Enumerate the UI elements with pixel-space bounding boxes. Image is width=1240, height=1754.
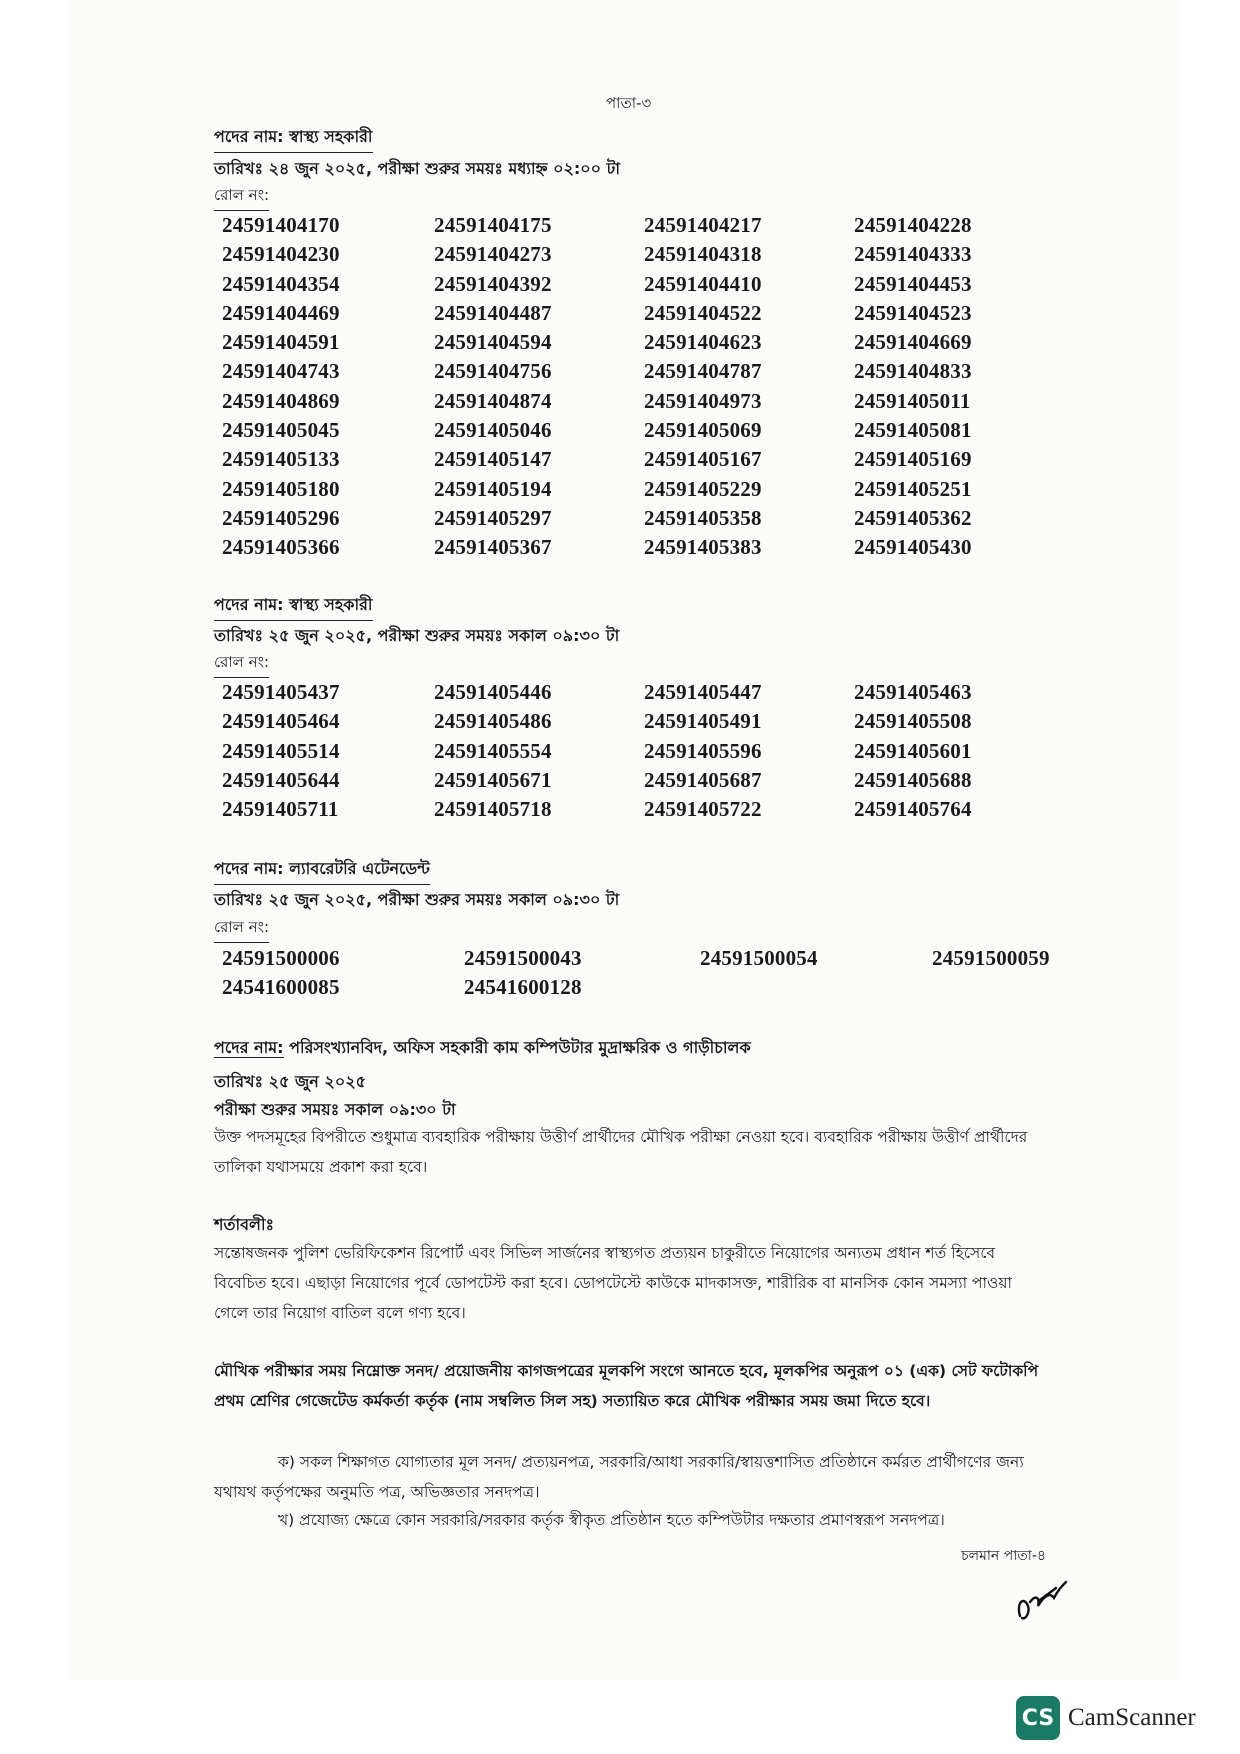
roll-number: 24591404230 bbox=[222, 242, 340, 267]
roll-number: 24591405169 bbox=[854, 447, 972, 472]
post-label: পদের নাম: bbox=[214, 127, 284, 146]
roll-number: 24591404756 bbox=[434, 359, 552, 384]
roll-number: 24591405437 bbox=[222, 680, 340, 704]
roll-row bbox=[222, 739, 1062, 768]
post-name: স্বাস্থ্য সহকারী bbox=[289, 595, 373, 614]
roll-number: 24591500006 bbox=[222, 946, 340, 970]
roll-number: 24591405251 bbox=[854, 476, 972, 501]
conditions-paragraph-documents: মৌখিক পরীক্ষার সময় নিম্নোক্ত সনদ/ প্রয়োজনীয় কাগজপত্রের মূলকপি সংগে আনতে হবে, মূলকপির অনুরূপ ০১ (এক) সেট ফটোকপি প্রথম শ্রেণির গেজেটেড কর্মকর্তা কর্তৃক (নাম সম্বলিত সিল সহ) সত্যায়িত করে মৌখিক পরীক্ষার সময় জমা দিতে হবে। bbox=[214, 1362, 1039, 1410]
roll-number: 24591404973 bbox=[644, 388, 762, 413]
practical-exam-note: উক্ত পদসমূহের বিপরীতে শুধুমাত্র ব্যবহারিক পরীক্ষায় উত্তীর্ণ প্রার্থীদের মৌখিক পরীক্ষা নেওয়া হবে। ব্যবহারিক পরীক্ষায় উত্তীর্ণ প্রার্থীদের তালিকা যথাসময়ে প্রকাশ করা হবে। bbox=[214, 1128, 1028, 1176]
roll-number: 24591405133 bbox=[222, 447, 340, 472]
roll-number: 24591405069 bbox=[644, 418, 762, 443]
roll-number: 24591405464 bbox=[222, 709, 340, 734]
roll-number: 24591405446 bbox=[434, 680, 552, 704]
post-name: স্বাস্থ্য সহকারী bbox=[289, 127, 373, 146]
post-label: পদের নাম: bbox=[214, 1038, 284, 1057]
roll-label: রোল নং: bbox=[214, 916, 269, 943]
camscanner-logo-icon: CS bbox=[1016, 1696, 1060, 1740]
date-line: তারিখঃ ২৪ জুন ২০২৫, পরীক্ষা শুরুর সময়ঃ মধ্যাহ্ন ০২:০০ টা bbox=[214, 159, 621, 178]
date-line: তারিখঃ ২৫ জুন ২০২৫, পরীক্ষা শুরুর সময়ঃ সকাল ০৯:৩০ টা bbox=[214, 890, 620, 909]
roll-number: 24541600128 bbox=[464, 975, 582, 1000]
roll-number: 24591405383 bbox=[644, 535, 762, 560]
roll-number: 24591500059 bbox=[932, 946, 1050, 970]
roll-number: 24591405296 bbox=[222, 505, 340, 530]
roll-number: 24591405601 bbox=[854, 738, 972, 763]
roll-number: 24591405554 bbox=[434, 738, 552, 763]
roll-number: 24591405644 bbox=[222, 767, 340, 792]
roll-grid bbox=[222, 680, 1062, 826]
roll-row bbox=[222, 418, 1062, 447]
roll-row bbox=[222, 975, 1062, 1004]
roll-number: 24591404869 bbox=[222, 388, 340, 413]
roll-row bbox=[222, 359, 1062, 388]
roll-number: 24591404175 bbox=[434, 213, 552, 237]
roll-number: 24591405764 bbox=[854, 797, 972, 822]
roll-number: 24591404273 bbox=[434, 242, 552, 267]
post-name: পরিসংখ্যানবিদ, অফিস সহকারী কাম কম্পিউটার মুদ্রাক্ষরিক ও গাড়ীচালক bbox=[289, 1038, 751, 1057]
continued-page-note: চলমান পাতা-৪ bbox=[961, 1548, 1046, 1564]
post-label: পদের নাম: bbox=[214, 859, 284, 878]
roll-number: 24591405081 bbox=[854, 418, 972, 443]
roll-number: 24591405463 bbox=[854, 680, 972, 704]
roll-number: 24591405045 bbox=[222, 418, 340, 443]
roll-number: 24591405194 bbox=[434, 476, 552, 501]
roll-grid bbox=[222, 213, 1062, 565]
roll-row bbox=[222, 506, 1062, 535]
roll-number: 24591405447 bbox=[644, 680, 762, 704]
post-name: ল্যাবরেটরি এটেনডেন্ট bbox=[289, 859, 430, 878]
date-line: তারিখঃ ২৫ জুন ২০২৫, পরীক্ষা শুরুর সময়ঃ সকাল ০৯:৩০ টা bbox=[214, 626, 620, 645]
camscanner-name: CamScanner bbox=[1068, 1704, 1196, 1731]
roll-number: 24591500043 bbox=[464, 946, 582, 970]
page-number: পাতা-৩ bbox=[606, 94, 652, 112]
roll-grid bbox=[222, 946, 1062, 1005]
roll-number: 24591405430 bbox=[854, 535, 972, 560]
roll-number: 24591405167 bbox=[644, 447, 762, 472]
roll-number: 24591404669 bbox=[854, 330, 972, 355]
roll-number: 24591405722 bbox=[644, 797, 762, 822]
roll-row bbox=[222, 301, 1062, 330]
post-label: পদের নাম: bbox=[214, 595, 284, 614]
roll-number: 24591405486 bbox=[434, 709, 552, 734]
roll-number: 24591404487 bbox=[434, 300, 552, 325]
roll-number: 24591405046 bbox=[434, 418, 552, 443]
post-title bbox=[214, 124, 373, 153]
document-item-kha: খ) প্রযোজ্য ক্ষেত্রে কোন সরকারি/সরকার কর্তৃক স্বীকৃত প্রতিষ্ঠান হতে কম্পিউটার দক্ষতার প্রমাণস্বরূপ সনদপত্র। bbox=[278, 1511, 945, 1529]
roll-number: 24591404874 bbox=[434, 388, 552, 413]
roll-number: 24591405358 bbox=[644, 505, 762, 530]
roll-row bbox=[222, 213, 1062, 242]
roll-number: 24591404787 bbox=[644, 359, 762, 384]
roll-row bbox=[222, 680, 1062, 709]
roll-number: 24591404594 bbox=[434, 330, 552, 355]
roll-row bbox=[222, 272, 1062, 301]
roll-number: 24591405514 bbox=[222, 738, 340, 763]
post-title bbox=[214, 856, 430, 885]
roll-row bbox=[222, 797, 1062, 826]
roll-row bbox=[222, 477, 1062, 506]
conditions-paragraph-verification: সন্তোষজনক পুলিশ ভেরিফিকেশন রিপোর্ট এবং সিভিল সার্জনের স্বাস্থ্যগত প্রত্যয়ন চাকুরীতে নিয়োগের অন্যতম প্রধান শর্ত হিসেবে বিবেচিত হবে। এছাড়া নিয়োগের পূর্বে ডোপটেস্ট করা হবে। ডোপটেস্টে কাউকে মাদকাসক্ত, শারীরিক বা মানসিক কোন সমস্যা পাওয়া গেলে তার নিয়োগ বাতিল বলে গণ্য হবে। bbox=[214, 1244, 1013, 1322]
roll-row bbox=[222, 389, 1062, 418]
roll-number: 24591404217 bbox=[644, 213, 762, 237]
document-item-ka: ক) সকল শিক্ষাগত যোগ্যতার মূল সনদ/ প্রত্যয়নপত্র, সরকারি/আধা সরকারি/স্বায়ত্তশাসিত প্রতিষ্ঠানে কর্মরত প্রার্থীগণের জন্য যথাযথ কর্তৃপক্ষের অনুমতি পত্র, অভিজ্ঞতার সনদপত্র। bbox=[214, 1453, 1024, 1501]
roll-number: 24591404453 bbox=[854, 271, 972, 296]
roll-number: 24591404392 bbox=[434, 271, 552, 296]
roll-row bbox=[222, 242, 1062, 271]
conditions-heading: শর্তাবলীঃ bbox=[214, 1215, 275, 1234]
roll-number: 24591404228 bbox=[854, 213, 972, 237]
roll-label: রোল নং: bbox=[214, 184, 269, 211]
date-line: তারিখঃ ২৫ জুন ২০২৫ bbox=[214, 1072, 367, 1091]
roll-number: 24591404591 bbox=[222, 330, 340, 355]
roll-number: 24591404318 bbox=[644, 242, 762, 267]
roll-row bbox=[222, 768, 1062, 797]
post-title bbox=[214, 592, 373, 621]
roll-number: 24591404523 bbox=[854, 300, 972, 325]
roll-number: 24591405297 bbox=[434, 505, 552, 530]
roll-number: 24591405688 bbox=[854, 767, 972, 792]
roll-row bbox=[222, 946, 1062, 975]
roll-number: 24591405362 bbox=[854, 505, 972, 530]
roll-label: রোল নং: bbox=[214, 651, 269, 678]
roll-number: 24591404743 bbox=[222, 359, 340, 384]
roll-number: 24591404354 bbox=[222, 271, 340, 296]
roll-number: 24591405180 bbox=[222, 476, 340, 501]
roll-number: 24591404522 bbox=[644, 300, 762, 325]
roll-number: 24591405367 bbox=[434, 535, 552, 560]
time-line: পরীক্ষা শুরুর সময়ঃ সকাল ০৯:৩০ টা bbox=[214, 1100, 456, 1119]
roll-row bbox=[222, 447, 1062, 476]
camscanner-badge bbox=[1016, 1696, 1196, 1740]
roll-number: 24591404170 bbox=[222, 213, 340, 237]
roll-row bbox=[222, 709, 1062, 738]
signature-icon bbox=[1010, 1572, 1074, 1628]
roll-number: 24591405229 bbox=[644, 476, 762, 501]
roll-number: 24591405671 bbox=[434, 767, 552, 792]
roll-number: 24591405491 bbox=[644, 709, 762, 734]
roll-number: 24591500054 bbox=[700, 946, 818, 970]
roll-row bbox=[222, 535, 1062, 564]
roll-row bbox=[222, 330, 1062, 359]
roll-number: 24591405596 bbox=[644, 738, 762, 763]
post-title bbox=[214, 1035, 751, 1063]
roll-number: 24591404410 bbox=[644, 271, 762, 296]
roll-number: 24541600085 bbox=[222, 975, 340, 1000]
roll-number: 24591405687 bbox=[644, 767, 762, 792]
roll-number: 24591404623 bbox=[644, 330, 762, 355]
roll-number: 24591404469 bbox=[222, 300, 340, 325]
roll-number: 24591405366 bbox=[222, 535, 340, 560]
roll-number: 24591405147 bbox=[434, 447, 552, 472]
roll-number: 24591404333 bbox=[854, 242, 972, 267]
roll-number: 24591405011 bbox=[854, 388, 971, 413]
roll-number: 24591405508 bbox=[854, 709, 972, 734]
roll-number: 24591404833 bbox=[854, 359, 972, 384]
roll-number: 24591405711 bbox=[222, 797, 339, 822]
roll-number: 24591405718 bbox=[434, 797, 552, 822]
